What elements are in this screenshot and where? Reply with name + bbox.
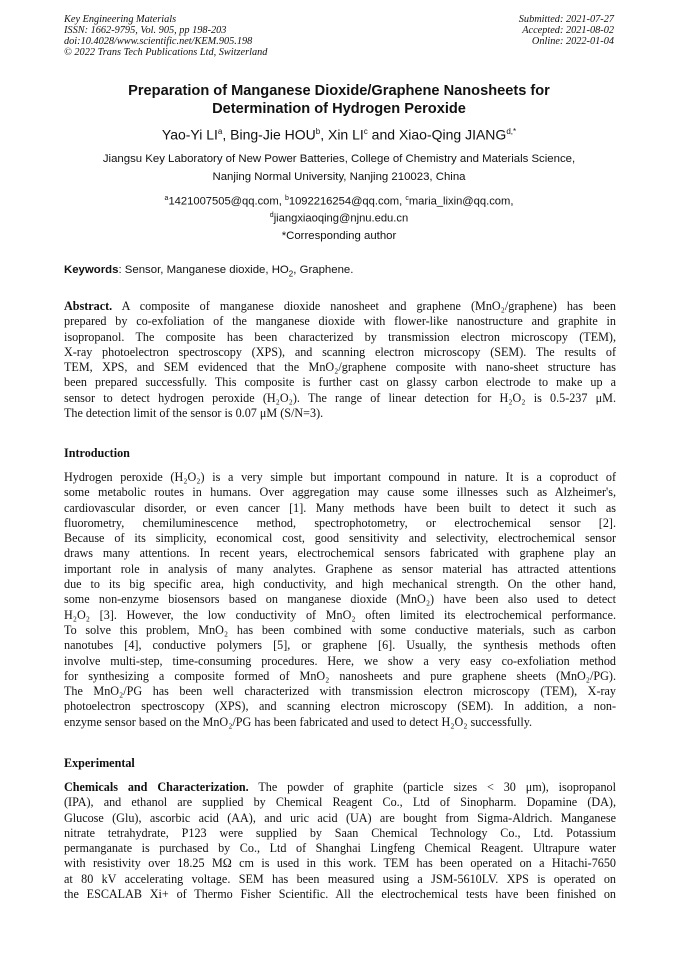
experimental-line: nitrate tetrahydrate, P123 were supplied by Saan Chemical Technology Co., Ltd. Potassium xyxy=(64,825,616,840)
abstract-line: isopropanol. The composite has been characterized by transmission electron microscopy (TEM), xyxy=(64,329,616,344)
intro-line: cardiovascular disorder, or even cancer [1]. Many methods have been built to detect it such as xyxy=(64,500,616,515)
section-heading-experimental: Experimental xyxy=(64,756,135,770)
author-name: Yao-Yi LI xyxy=(161,126,218,143)
email-address: 1421007505@qq.com, xyxy=(168,195,285,208)
corresponding-author-note: *Corresponding author xyxy=(281,230,397,242)
email-mark: b xyxy=(284,195,289,202)
paper-title xyxy=(40,82,638,118)
author-affiliation-mark: c xyxy=(363,127,368,136)
author-affiliation-mark: d,* xyxy=(506,127,517,136)
experimental-body xyxy=(64,780,616,902)
affiliation xyxy=(40,151,638,186)
abstract-line: sensor to detect hydrogen peroxide (H₂O₂). The range of linear detection for H₂O₂ is 0.5-237 μM. xyxy=(64,390,616,405)
intro-line: due to its big specific area, high conductivity, and high mechanical strength. On the other hand, xyxy=(64,577,616,592)
intro-line: fluorometry, chemiluminescence method, spectrophotometry, or electrochemical sensor [2]. xyxy=(64,515,616,530)
abstract-line: TEM, XPS, and SEM evidenced that the MnO₂/graphene composite with nano-sheet structure has xyxy=(64,360,616,375)
author-separator: , xyxy=(222,126,231,143)
accepted-date: Accepted: 2021-08-02 xyxy=(522,25,614,36)
author-name: Bing-Jie HOU xyxy=(230,126,316,143)
author-affiliation-mark: a xyxy=(217,127,223,136)
journal-header-left xyxy=(64,14,267,58)
email-address: 1092216254@qq.com, xyxy=(288,195,406,208)
email-mark: c xyxy=(405,195,409,202)
submitted-date: Submitted: 2021-07-27 xyxy=(518,14,614,25)
intro-line: draws many attentions. In recent years, electrochemical sensors fabricated with graphene play an xyxy=(64,546,616,561)
intro-line: To solve this problem, MnO₂ has been combined with some conductive materials, such as carbon xyxy=(64,622,616,637)
journal-copyright: © 2022 Trans Tech Publications Ltd, Switzerland xyxy=(64,47,268,58)
experimental-line: at 80 kV accelerating voltage. SEM has been measured using a JSM-5610LV. XPS is operated on xyxy=(64,871,616,886)
experimental-line: Glucose (Glu), ascorbic acid (AA), and uric acid (UA) are bought from Sigma-Aldrich. Manganese xyxy=(64,810,616,825)
intro-line: Hydrogen peroxide (H₂O₂) is a very simple but important compound in nature. It is a coproduct of xyxy=(64,470,616,484)
email-address: maria_lixin@qq.com, xyxy=(408,195,514,208)
abstract-line: prepared by co-exfoliation of the manganese dioxide with flower-like nanostructure and graphite in xyxy=(64,314,616,329)
author-affiliation-mark: b xyxy=(315,127,321,136)
title-line-2: Determination of Hydrogen Peroxide xyxy=(212,101,466,117)
email-address: jiangxiaoqing@njnu.edu.cn xyxy=(273,212,409,225)
title-line-1: Preparation of Manganese Dioxide/Graphene Nanosheets for xyxy=(128,83,550,99)
author-separator: , xyxy=(320,126,328,143)
intro-line: photoelectron spectroscopy (XPS), and scanning electron microscopy (SEM). In addition, a non- xyxy=(64,699,616,714)
abstract-label: Abstract. xyxy=(64,299,113,313)
author-name: Xin LI xyxy=(327,126,364,143)
experimental-line: with resistivity over 18.25 MΩ cm is used in this work. TEM has been operated on a Hitachi-7650 xyxy=(64,856,616,871)
abstract-line: The detection limit of the sensor is 0.07 μM (S/N=3). xyxy=(64,406,324,421)
experimental-line: (IPA), and ethanol are supplied by Chemical Reagent Co., Ltd of Sinopharm. Dopamine (DA), xyxy=(64,795,616,810)
affiliation-line-2: Nanjing Normal University, Nanjing 210023, China xyxy=(212,170,466,183)
journal-header-right xyxy=(519,14,614,47)
intro-line: some metabolic routes in humans. Over aggregation may cause some illnesses such as Alzheimer's, xyxy=(64,485,616,500)
subsection-heading: Chemicals and Characterization. xyxy=(64,780,249,794)
author-and: and xyxy=(367,126,399,143)
author-name: Xiao-Qing JIANG xyxy=(398,126,507,143)
intro-line: nanotubes [4], conductive polymers [5], or graphene [6]. Usually, the synthesis methods often xyxy=(64,638,616,653)
introduction-body xyxy=(64,470,616,730)
affiliation-line-1: Jiangsu Key Laboratory of New Power Batteries, College of Chemistry and Materials Science, xyxy=(102,153,576,165)
author-list xyxy=(40,123,638,144)
journal-name: Key Engineering Materials xyxy=(64,14,177,25)
keywords: Keywords: Sensor, Manganese dioxide, $HO_2$, Graphene. xyxy=(64,264,354,279)
intro-line: Because of its simplicity, economical cost, good sensitivity and selectivity, electrochemical sensor xyxy=(64,531,616,546)
experimental-line: the ESCALAB Xi+ of Thermo Fisher Scientific. All the electrochemical tests have been finished on xyxy=(64,887,616,902)
intro-line: The MnO₂/PG has been well characterized with transmission electron microscopy (TEM), X-ray xyxy=(64,684,616,699)
journal-issn: ISSN: 1662-9795, Vol. 905, pp 198-203 xyxy=(64,25,227,36)
online-date: Online: 2022-01-04 xyxy=(531,36,614,47)
experimental-line: The powder of graphite (particle sizes < 30 μm), isopropanol xyxy=(248,780,616,794)
keywords-label: Keywords xyxy=(64,264,119,276)
section-heading-introduction: Introduction xyxy=(64,446,130,460)
keywords-text: : Sensor, Manganese dioxide, H xyxy=(118,264,280,276)
intro-line: enzyme sensor based on the MnO₂/PG has been fabricated and used to detect H₂O₂ successfully. xyxy=(64,714,533,729)
intro-line: H₂O₂ [3]. However, the low conductivity of MnO₂ often limited its electrochemical performance. xyxy=(64,607,616,622)
intro-line: some non-enzyme biosensors based on manganese dioxide (MnO₂) have been also used to detect xyxy=(64,592,616,607)
intro-line: important role in analysis of many analytes. Graphene as sensor material has attracted attentions xyxy=(64,561,616,576)
keywords-text-end: , Graphene. xyxy=(293,264,354,276)
abstract-line: X-ray photoelectron spectroscopy (XPS), and scanning electron microscopy (SEM). The results of xyxy=(64,344,616,359)
email-mark: d xyxy=(269,212,274,220)
abstract xyxy=(64,299,616,421)
intro-line: for synthesizing a composite formed of MnO₂ nanosheets and pure graphene sheets (MnO₂/PG). xyxy=(64,668,616,683)
experimental-line: permanganate is purchased by Co., Ltd of Shanghai Lingfeng Chemical Reagent. Ultrapure water xyxy=(64,841,616,856)
author-emails xyxy=(40,192,638,226)
journal-doi: doi:10.4028/www.scientific.net/KEM.905.198 xyxy=(64,36,253,47)
intro-line: involve multi-step, time-consuming procedures. Here, we show a very easy co-exfoliation method xyxy=(64,653,616,668)
email-mark: a xyxy=(164,195,169,202)
abstract-line: been prepared successfully. This composite is further cast on glassy carbon electrode to make up a xyxy=(64,375,616,390)
abstract-line: A composite of manganese dioxide nanosheet and graphene (MnO₂/graphene) has been xyxy=(112,299,616,313)
